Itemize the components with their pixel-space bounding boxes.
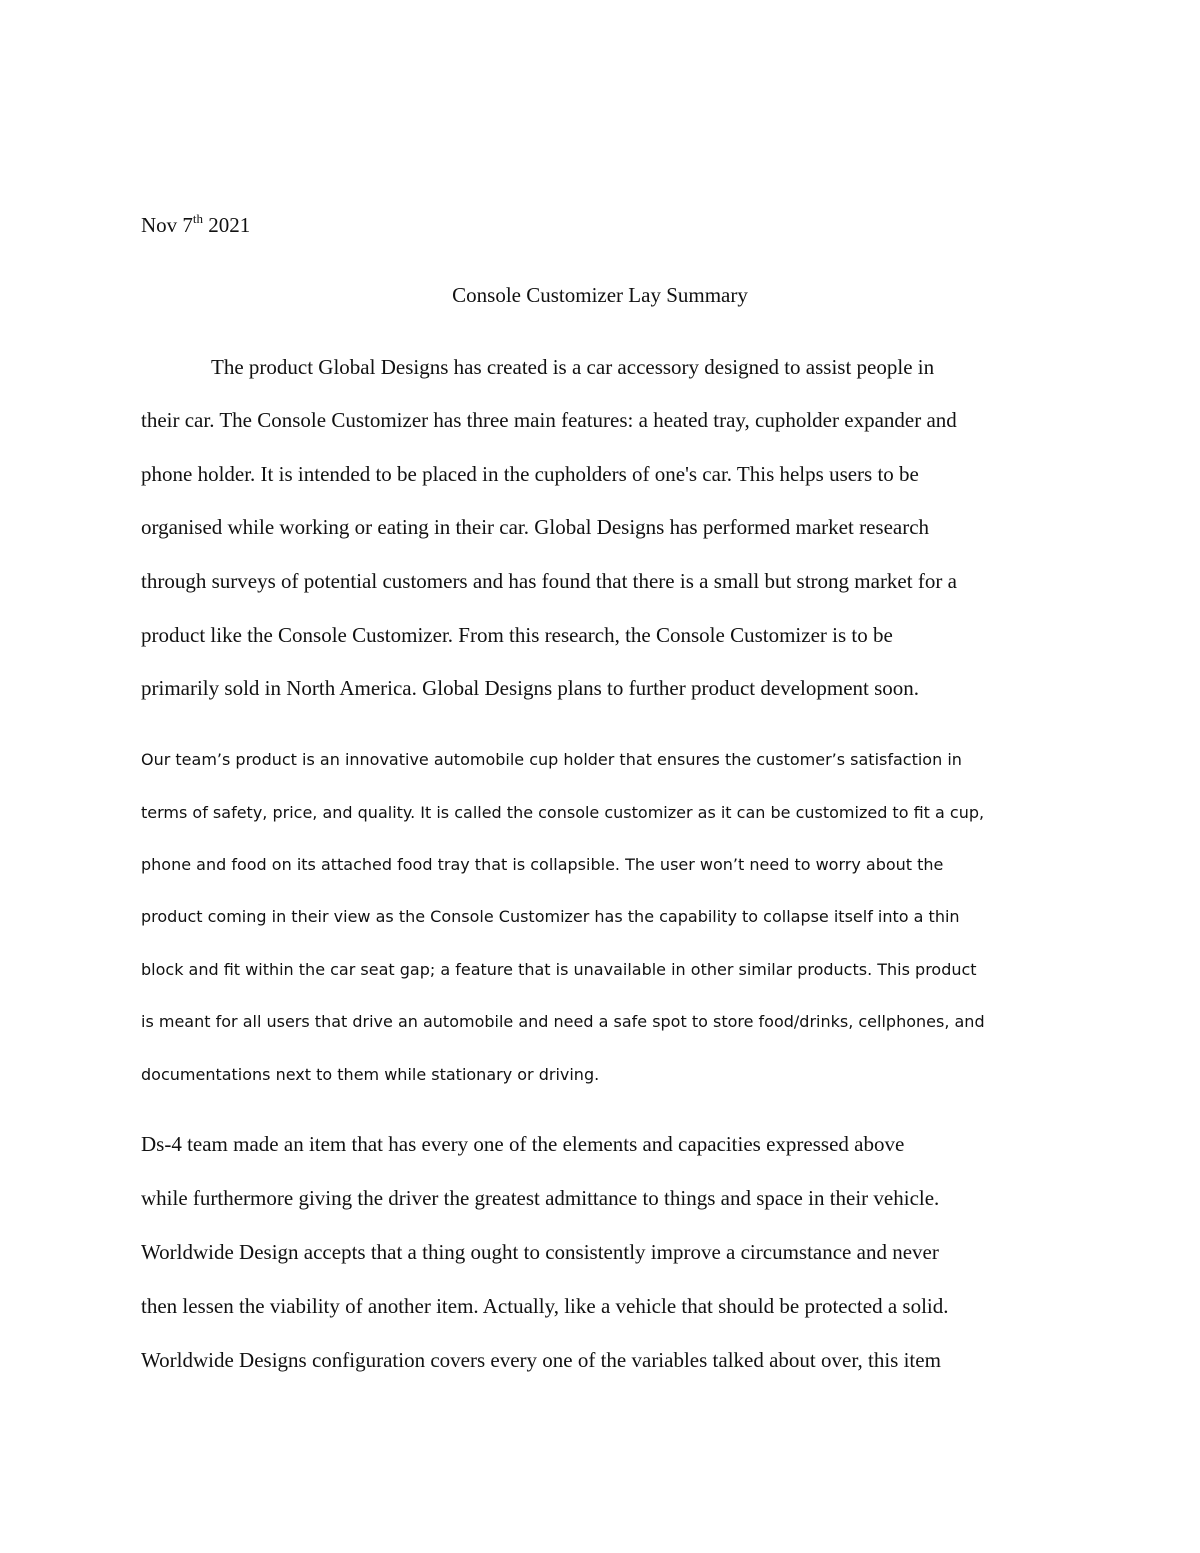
paragraph1-line: their car. The Console Customizer has three main features: a heated tray, cupholder expander and [141,408,957,432]
paragraph1-line: through surveys of potential customers and has found that there is a small but strong market for a [141,569,957,593]
paragraph1-line: organised while working or eating in their car. Global Designs has performed market research [141,515,930,539]
paragraph3-line: Ds-4 team made an item that has every one of the elements and capacities expressed above [141,1132,905,1156]
date-month-day: Nov 7 [141,213,193,237]
paragraph3-line: Worldwide Design accepts that a thing ought to consistently improve a circumstance and never [141,1240,939,1264]
document-date [141,213,250,238]
paragraph1-line: primarily sold in North America. Global Designs plans to further product development soon. [141,676,920,700]
paragraph2-line: terms of safety, price, and quality. It is called the console customizer as it can be customized to fit a cup, [141,803,985,822]
paragraph2-line: product coming in their view as the Console Customizer has the capability to collapse itself into a thin [141,907,960,926]
paragraph1-line: The product Global Designs has created is a car accessory designed to assist people in [211,355,935,379]
date-year: 2021 [203,213,251,237]
paragraph2-line: documentations next to them while stationary or driving. [141,1065,600,1084]
paragraph3-line: Worldwide Designs configuration covers every one of the variables talked about over, this item [141,1348,941,1372]
paragraph3-line: then lessen the viability of another item. Actually, like a vehicle that should be protected a solid. [141,1294,949,1318]
paragraph2-line: phone and food on its attached food tray that is collapsible. The user won’t need to worry about the [141,855,944,874]
paragraph1-line: product like the Console Customizer. From this research, the Console Customizer is to be [141,623,893,647]
paragraph2-line: is meant for all users that drive an automobile and need a safe spot to store food/drinks, cellphones, and [141,1012,985,1031]
date-ordinal-suffix: th [192,211,204,226]
document-title: Console Customizer Lay Summary [452,283,748,307]
paragraph1-line: phone holder. It is intended to be placed in the cupholders of one's car. This helps users to be [141,462,919,486]
paragraph3-line: while furthermore giving the driver the greatest admittance to things and space in their vehicle. [141,1186,940,1210]
paragraph2-line: Our team’s product is an innovative automobile cup holder that ensures the customer’s satisfaction in [141,750,962,769]
paragraph2-line: block and fit within the car seat gap; a feature that is unavailable in other similar products. This product [141,960,977,979]
